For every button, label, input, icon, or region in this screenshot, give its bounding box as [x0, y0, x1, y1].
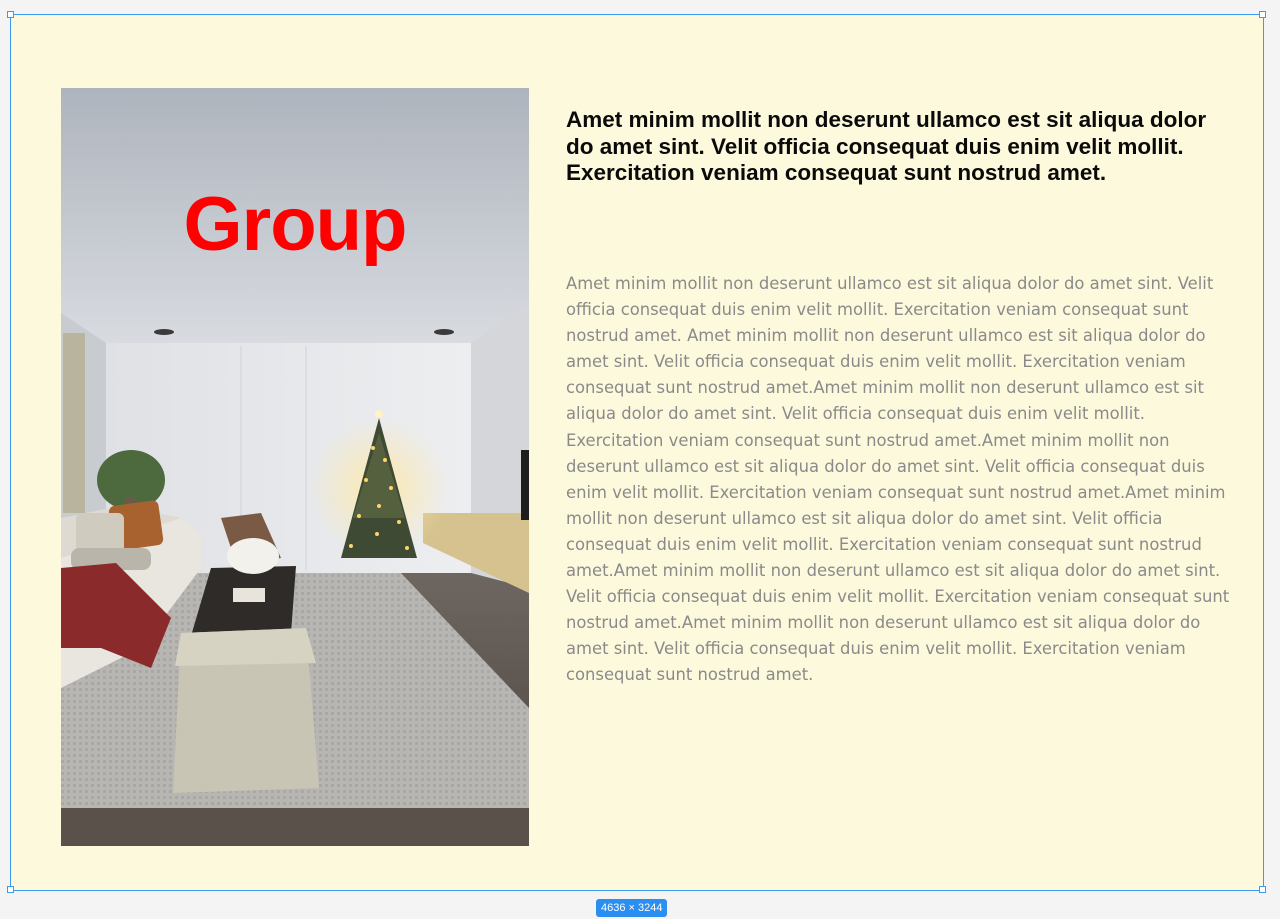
resize-handle-top-right[interactable] [1259, 11, 1266, 18]
resize-handle-bottom-left[interactable] [7, 886, 14, 893]
headline: Amet minim mollit non deserunt ullamco est sit aliqua dolor do amet sint. Velit officia consequat duis enim velit mollit. Exercitation veniam consequat sunt nostrud amet. [566, 107, 1207, 185]
selected-frame[interactable] [11, 15, 1263, 890]
body-paragraph: Amet minim mollit non deserunt ullamco est sit aliqua dolor do amet sint. Velit officia consequat duis enim velit mollit. Exercitation veniam consequat sunt nostrud amet. Amet minim mollit non deserunt ullamco est sit aliqua dolor do amet sint. Velit officia consequat duis enim velit mollit. Exercitation veniam consequat sunt nostrud amet.Amet minim mollit non deserunt ullamco est sit aliqua dolor do amet sint. Velit officia consequat duis enim velit mollit. Exercitation veniam consequat sunt nostrud amet.Amet minim mollit non deserunt ullamco est sit aliqua dolor do amet sint. Velit officia consequat duis enim velit mollit. Exercitation veniam consequat sunt nostrud amet.Amet minim mollit non deserunt ullamco est sit aliqua dolor do amet sint. Velit officia consequat duis enim velit mollit. Exercitation veniam consequat sunt nostrud amet.Amet minim mollit non deserunt ullamco est sit aliqua dolor do amet sint. Velit officia consequat duis enim velit mollit. Exercitation veniam consequat sunt nostrud amet.Amet minim mollit non deserunt ullamco est sit aliqua dolor do amet sint. Velit officia consequat duis enim velit mollit. Exercitation veniam consequat sunt nostrud amet. [566, 274, 1230, 685]
room-photo[interactable] [61, 88, 529, 846]
group-label: Group [183, 182, 407, 267]
frame-size-badge: 4636 × 3244 [596, 899, 667, 917]
resize-handle-top-left[interactable] [7, 11, 14, 18]
resize-handle-bottom-right[interactable] [1259, 886, 1266, 893]
